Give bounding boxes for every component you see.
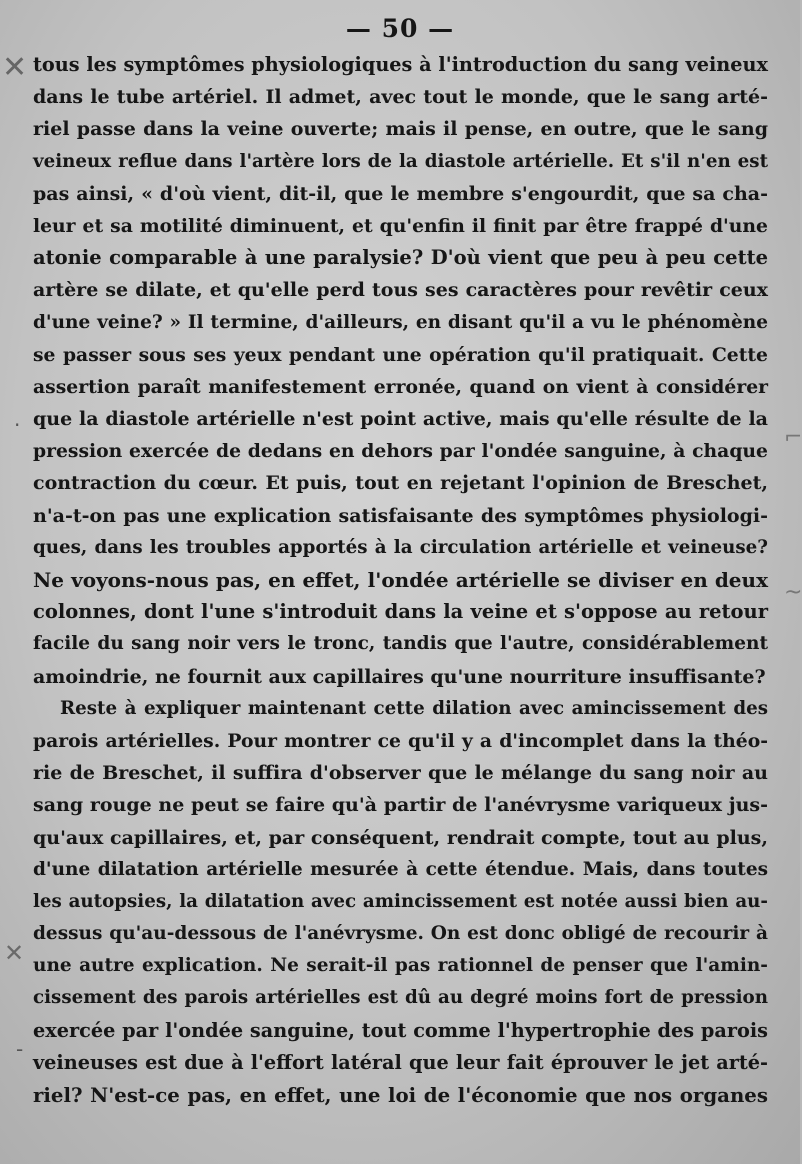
text-line: une autre explication. Ne serait-il pas rationnel de penser que l'amin- [33, 955, 768, 977]
text-line: contraction du cœur. Et puis, tout en rejetant l'opinion de Breschet, [33, 472, 768, 495]
text-line: d'une dilatation artérielle mesurée à cette étendue. Mais, dans toutes [33, 858, 768, 880]
text-line: pression exercée de dedans en dehors par l'ondée sanguine, à chaque [33, 440, 768, 463]
text-line: exercée par l'ondée sanguine, tout comme l'hypertrophie des parois [33, 1018, 768, 1042]
text-line: Reste à expliquer maintenant cette dilation avec amincissement des [60, 697, 768, 719]
text-line: riel passe dans la veine ouverte; mais il pense, en outre, que le sang [33, 118, 768, 141]
text-line: dessus qu'au-dessous de l'anévrysme. On est donc obligé de recourir à [33, 923, 768, 945]
text-line: riel? N'est-ce pas, en effet, une loi de l'économie que nos organes [33, 1083, 768, 1107]
text-line: colonnes, dont l'une s'introduit dans la veine et s'oppose au retour [33, 600, 768, 624]
text-line: que la diastole artérielle n'est point active, mais qu'elle résulte de la [33, 408, 768, 431]
text-line: tous les symptômes physiologiques à l'introduction du sang veineux [33, 53, 768, 76]
text-line: dans le tube artériel. Il admet, avec tout le monde, que le sang arté- [33, 86, 768, 109]
text-line: se passer sous ses yeux pendant une opération qu'il pratiquait. Cette [33, 343, 768, 366]
text-line: rie de Breschet, il suffira d'observer que le mélange du sang noir au [33, 762, 768, 785]
text-line: facile du sang noir vers le tronc, tandis que l'autre, considérablement [33, 633, 768, 655]
text-line: cissement des parois artérielles est dû au degré moins fort de pression [33, 987, 768, 1009]
text-line: ques, dans les troubles apportés à la circulation artérielle et veineuse? [33, 536, 768, 558]
text-line: leur et sa motilité diminuent, et qu'enfin il finit par être frappé d'une [33, 214, 768, 237]
page-number: — 50 — [345, 14, 455, 43]
margin-cross-mark: ✕ [2, 50, 28, 85]
text-line: Ne voyons-nous pas, en effet, l'ondée artérielle se diviser en deux [33, 568, 768, 592]
text-line: parois artérielles. Pour montrer ce qu'il y a d'incomplet dans la théo- [33, 729, 768, 752]
text-line: qu'aux capillaires, et, par conséquent, rendrait compte, tout au plus, [33, 826, 768, 849]
text-line: veineuses est due à l'effort latéral que leur fait éprouver le jet arté- [33, 1050, 768, 1074]
text-line: pas ainsi, « d'où vient, dit-il, que le membre s'engourdit, que sa cha- [33, 182, 768, 205]
margin-tilde-mark: ~ [784, 580, 802, 605]
text-line: artère se dilate, et qu'elle perd tous ses caractères pour revêtir ceux [33, 279, 768, 302]
text-line: atonie comparable à une paralysie? D'où vient que peu à peu cette [33, 246, 768, 270]
margin-cross-mark: ✕ [4, 939, 25, 967]
text-line: les autopsies, la dilatation avec amincissement est notée aussi bien au- [33, 890, 768, 912]
text-line: amoindrie, ne fournit aux capillaires qu'une nourriture insuffisante? [33, 665, 766, 688]
text-line: sang rouge ne peut se faire qu'à partir de l'anévrysme variqueux jus- [33, 794, 768, 817]
text-line: d'une veine? » Il termine, d'ailleurs, en disant qu'il a vu le phénomène [33, 311, 768, 333]
margin-dot-mark: · [14, 413, 21, 437]
text-line: assertion paraît manifestement erronée, quand on vient à considérer [33, 375, 768, 398]
margin-dash-mark: - [16, 1037, 24, 1061]
text-line: veineux reflue dans l'artère lors de la diastole artérielle. Et s'il n'en est [33, 150, 768, 172]
body-text [33, 49, 768, 1111]
margin-bracket-mark: ⌐ [784, 425, 802, 450]
text-line: n'a-t-on pas une explication satisfaisante des symptômes physiologi- [33, 504, 768, 527]
